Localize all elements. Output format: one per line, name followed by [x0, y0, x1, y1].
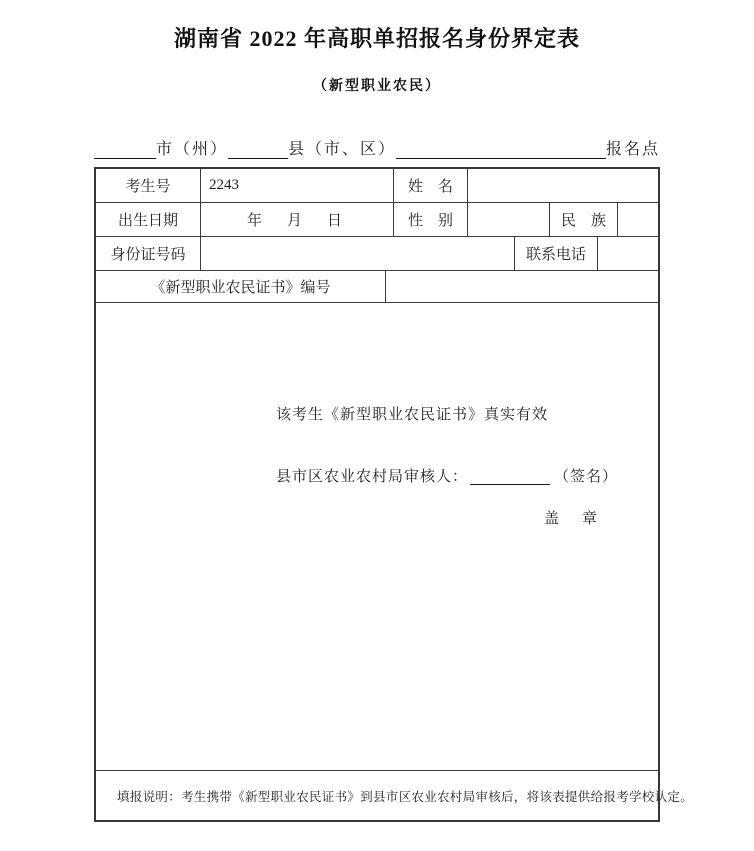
page-title: 湖南省 2022 年高职单招报名身份界定表: [173, 26, 580, 51]
row-exam-no: [96, 169, 658, 203]
phone-value-cell: [598, 237, 658, 270]
cert-no-label: 《新型职业农民证书》编号: [96, 271, 386, 302]
page-subtitle: （新型职业农民）: [313, 79, 441, 94]
cert-no-value-cell: [386, 271, 658, 302]
certification-statement: 该考生《新型职业农民证书》真实有效: [276, 407, 549, 423]
seal-label: 盖 章: [544, 511, 602, 527]
id-number-label: 身份证号码: [96, 237, 201, 270]
city-label: 市（州）: [156, 141, 229, 158]
signature-blank-field: [470, 468, 550, 485]
signature-suffix: （签名）: [554, 469, 619, 485]
filling-instructions: 填报说明：考生携带《新型职业农民证书》到县市区农业农村局审核后，将该表提供给报考学校认定。: [117, 789, 694, 804]
row-birth: [96, 203, 658, 237]
document-page: [94, 0, 694, 822]
location-line: [94, 135, 660, 159]
exam-no-value-cell: 2243: [201, 169, 394, 202]
form-table: [94, 167, 694, 822]
dob-label: 出生日期: [96, 203, 201, 236]
reviewer-label: 县市区农业农村局审核人：: [276, 469, 469, 485]
name-label: 姓 名: [394, 169, 468, 202]
ethnicity-label: 民 族: [550, 203, 618, 236]
exam-no-label: 考生号: [96, 169, 201, 202]
dob-value-cell: 年 月 日: [201, 203, 394, 236]
county-label: 县（市、区）: [288, 141, 397, 158]
ethnicity-value-cell: [618, 203, 658, 236]
row-cert-no: [96, 271, 658, 303]
site-label: 报名点: [605, 141, 660, 158]
name-value-cell: [468, 169, 658, 202]
reviewer-line: [276, 465, 618, 486]
site-blank-field: [396, 139, 606, 159]
county-blank-field: [228, 139, 288, 159]
city-blank-field: [94, 139, 156, 159]
phone-label: 联系电话: [515, 237, 598, 270]
gender-label: 性 别: [394, 203, 468, 236]
note-row: [96, 771, 694, 820]
id-number-value-cell: [201, 237, 515, 270]
certification-area: [96, 303, 658, 771]
row-id-number: [96, 237, 658, 271]
gender-value-cell: [468, 203, 550, 236]
